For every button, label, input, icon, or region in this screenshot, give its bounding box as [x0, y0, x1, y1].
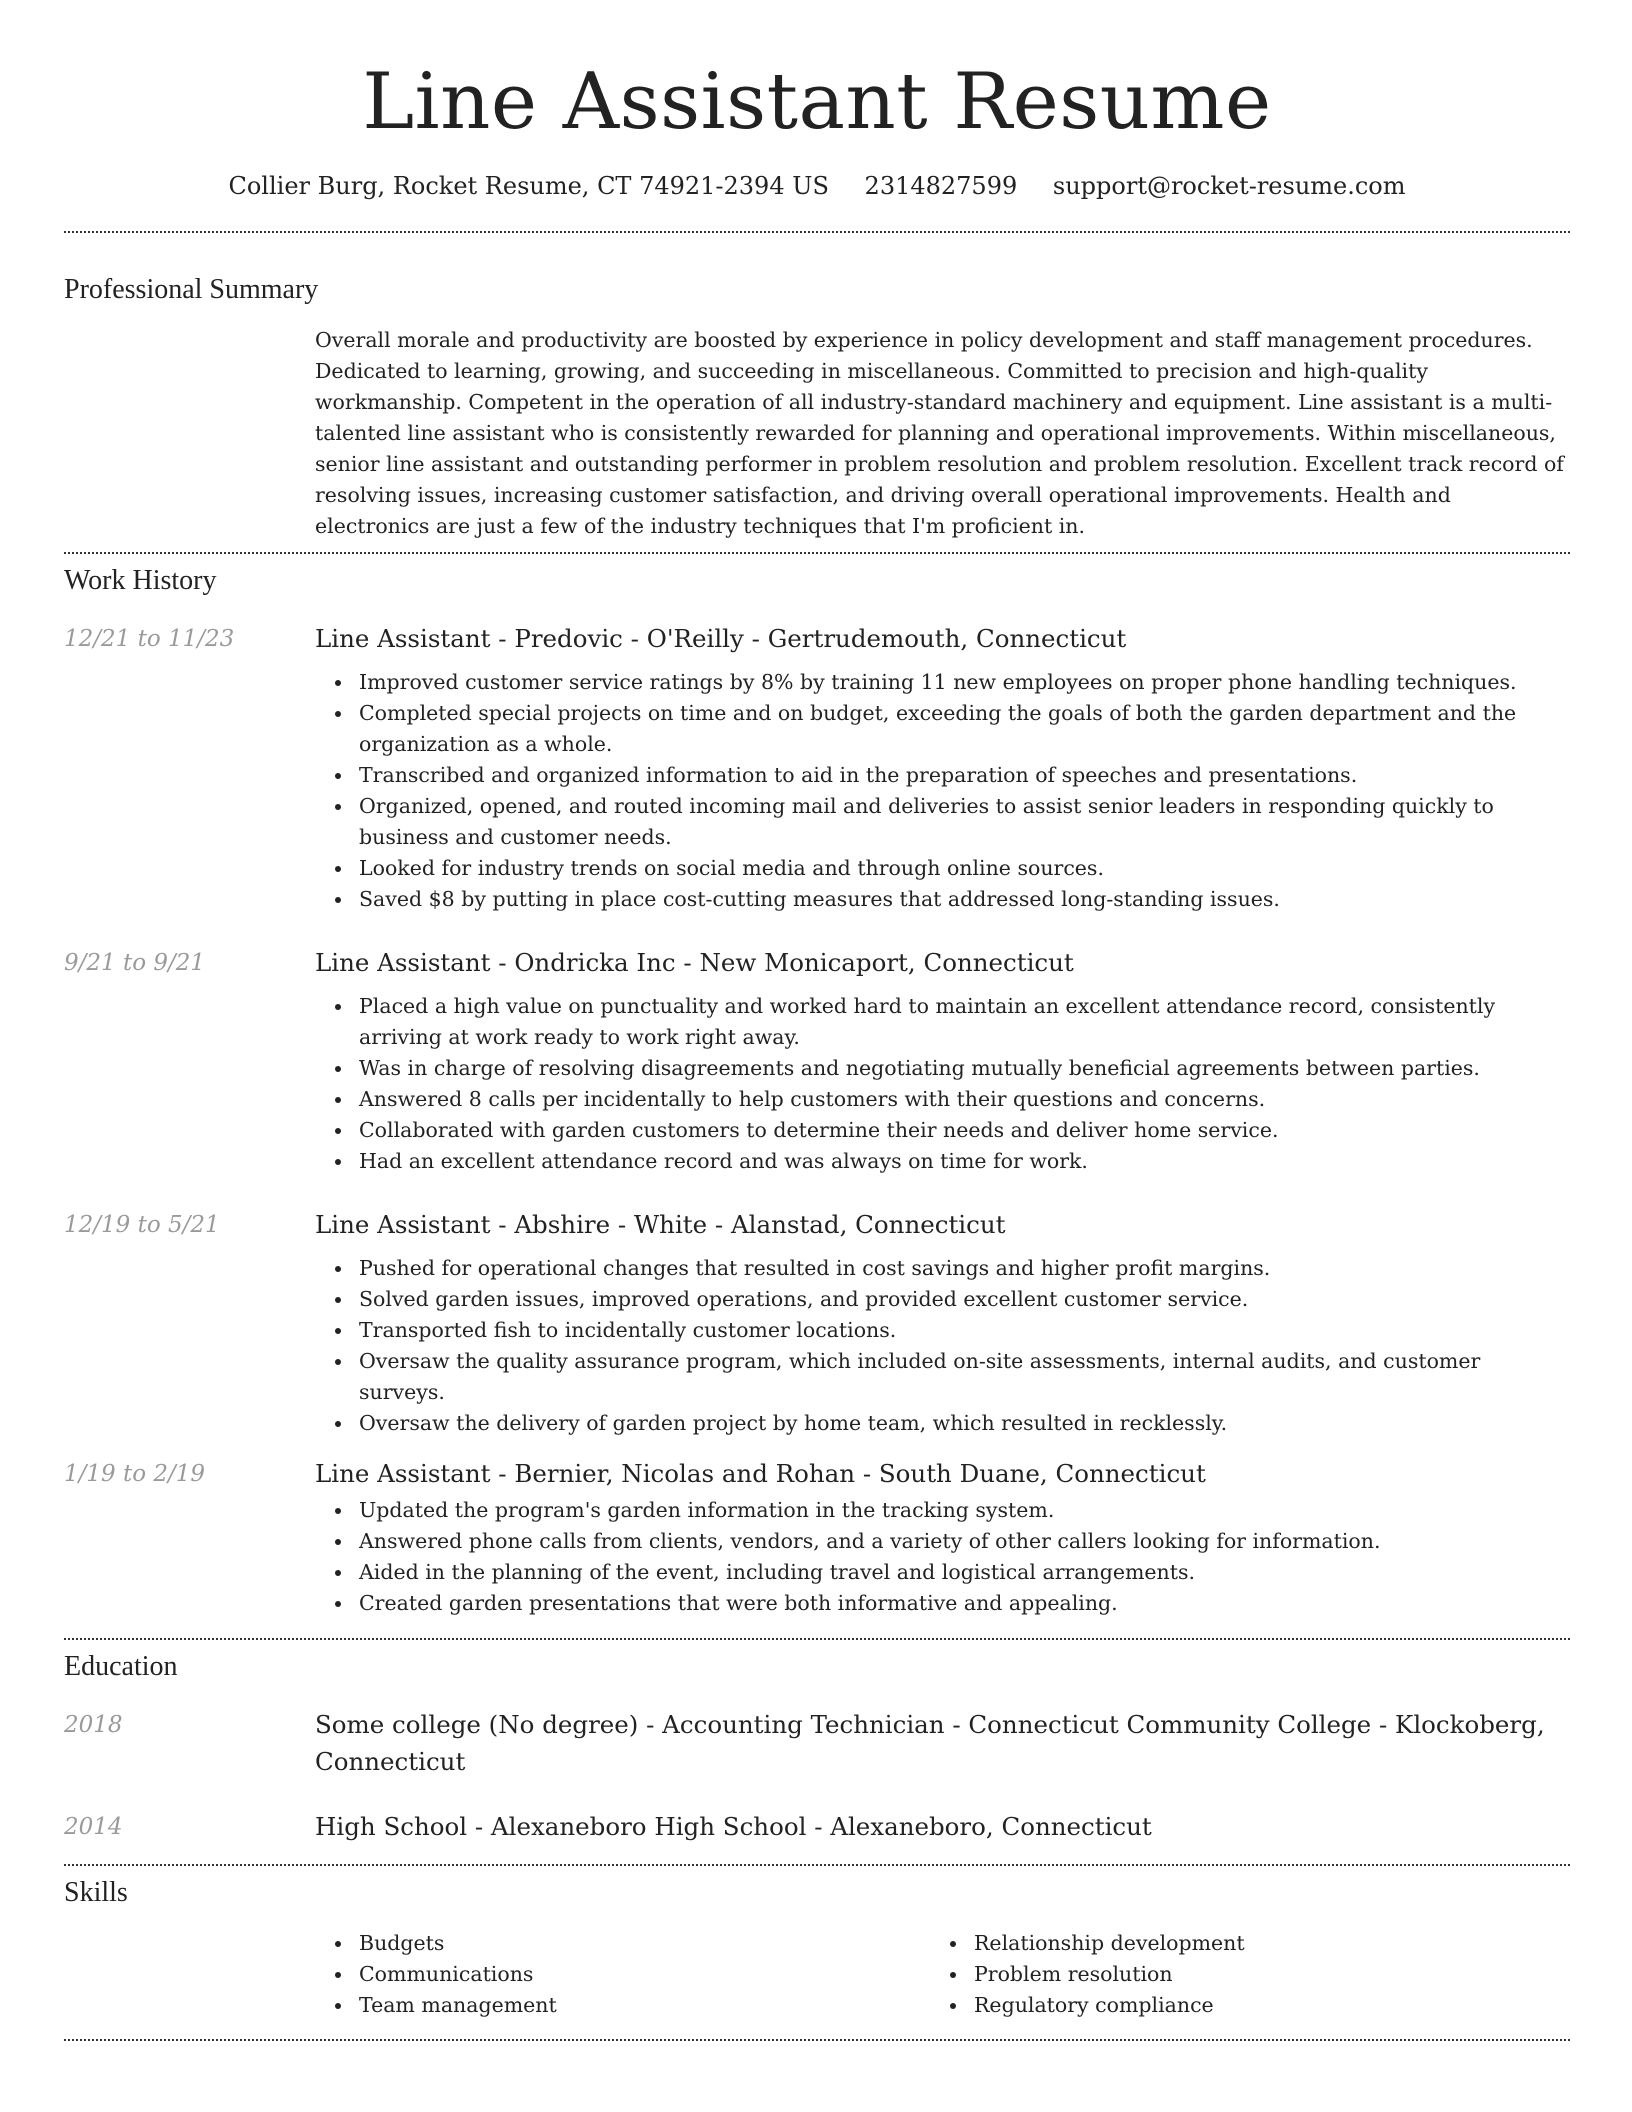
list-item: Team management [315, 1990, 930, 2021]
list-item: Budgets [315, 1928, 930, 1959]
list-item: Regulatory compliance [930, 1990, 1545, 2021]
contact-phone: 2314827599 [864, 172, 1018, 200]
job-dates: 12/21 to 11/23 [64, 626, 235, 652]
list-item: Oversaw the quality assurance program, which included on-site assessments, internal audits, and customer surveys. [315, 1346, 1570, 1408]
divider [64, 1638, 1570, 1640]
job-title: Line Assistant - Abshire - White - Alanstad, Connecticut [315, 1210, 1006, 1239]
list-item: Communications [315, 1959, 930, 1990]
list-item: Transported fish to incidentally customer locations. [315, 1315, 1570, 1346]
list-item: Looked for industry trends on social media and through online sources. [315, 853, 1570, 884]
divider [64, 552, 1570, 554]
resume-page [64, 0, 1570, 2041]
skills-list [315, 1928, 1570, 2021]
education-year: 2014 [64, 1814, 123, 1840]
job-bullets [315, 667, 1570, 915]
list-item: Was in charge of resolving disagreements and negotiating mutually beneficial agreements between parties. [315, 1053, 1570, 1084]
divider [64, 2039, 1570, 2041]
job-dates: 12/19 to 5/21 [64, 1212, 220, 1238]
job-entry [64, 946, 1570, 1177]
job-dates: 1/19 to 2/19 [64, 1461, 206, 1487]
section-title-work-history: Work History [64, 565, 217, 596]
list-item: Had an excellent attendance record and was always on time for work. [315, 1146, 1570, 1177]
list-item: Problem resolution [930, 1959, 1545, 1990]
education-text: Some college (No degree) - Accounting Technician - Connecticut Community College - Klockoberg, Connecticut [315, 1710, 1545, 1776]
section-title-skills: Skills [64, 1877, 128, 1908]
list-item: Created garden presentations that were both informative and appealing. [315, 1588, 1570, 1619]
job-dates: 9/21 to 9/21 [64, 950, 206, 976]
resume-title: Line Assistant Resume [362, 57, 1272, 147]
skills-column-right [930, 1928, 1545, 2021]
list-item: Completed special projects on time and on budget, exceeding the goals of both the garden department and the organization as a whole. [315, 698, 1570, 760]
list-item: Aided in the planning of the event, including travel and logistical arrangements. [315, 1557, 1570, 1588]
skills-column-left [315, 1928, 930, 2021]
contact-address: Collier Burg, Rocket Resume, CT 74921-2394 US [228, 172, 829, 200]
list-item: Answered phone calls from clients, vendors, and a variety of other callers looking for information. [315, 1526, 1570, 1557]
list-item: Placed a high value on punctuality and worked hard to maintain an excellent attendance record, consistently arriving at work ready to work right away. [315, 991, 1570, 1053]
section-title-education: Education [64, 1651, 178, 1682]
list-item: Updated the program's garden information in the tracking system. [315, 1495, 1570, 1526]
list-item: Answered 8 calls per incidentally to help customers with their questions and concerns. [315, 1084, 1570, 1115]
education-entry [64, 1708, 1570, 1780]
section-title-summary: Professional Summary [64, 274, 319, 305]
contact-line [64, 170, 1570, 202]
education-entry [64, 1810, 1570, 1844]
list-item: Relationship development [930, 1928, 1545, 1959]
list-item: Organized, opened, and routed incoming mail and deliveries to assist senior leaders in responding quickly to business and customer needs. [315, 791, 1570, 853]
divider [64, 1864, 1570, 1866]
list-item: Oversaw the delivery of garden project by home team, which resulted in recklessly. [315, 1408, 1570, 1439]
divider [64, 231, 1570, 233]
education-year: 2018 [64, 1712, 123, 1738]
job-entry [64, 622, 1570, 915]
list-item: Improved customer service ratings by 8% by training 11 new employees on proper phone handling techniques. [315, 667, 1570, 698]
summary-text: Overall morale and productivity are boosted by experience in policy development and staff management procedures. Dedicated to learning, growing, and succeeding in miscellaneous. Committed to precision and high-quality workmanship. Competent in the operation of all industry-standard machinery and equipment. Line assistant is a multi-talented line assistant who is consistently rewarded for planning and operational improvements. Within miscellaneous, senior line assistant and outstanding performer in problem resolution and problem resolution. Excellent track record of resolving issues, increasing customer satisfaction, and driving overall operational improvements. Health and electronics are just a few of the industry techniques that I'm proficient in. [315, 328, 1564, 538]
list-item: Solved garden issues, improved operations, and provided excellent customer service. [315, 1284, 1570, 1315]
list-item: Saved $8 by putting in place cost-cutting measures that addressed long-standing issues. [315, 884, 1570, 915]
list-item: Pushed for operational changes that resulted in cost savings and higher profit margins. [315, 1253, 1570, 1284]
list-item: Collaborated with garden customers to determine their needs and deliver home service. [315, 1115, 1570, 1146]
job-title: Line Assistant - Predovic - O'Reilly - Gertrudemouth, Connecticut [315, 624, 1127, 653]
education-text: High School - Alexaneboro High School - Alexaneboro, Connecticut [315, 1812, 1152, 1841]
contact-email: support@rocket-resume.com [1052, 172, 1406, 200]
job-bullets [315, 1495, 1570, 1619]
job-title: Line Assistant - Ondricka Inc - New Monicaport, Connecticut [315, 948, 1074, 977]
job-bullets [315, 1253, 1570, 1439]
list-item: Transcribed and organized information to aid in the preparation of speeches and presentations. [315, 760, 1570, 791]
job-entry [64, 1457, 1570, 1619]
job-title: Line Assistant - Bernier, Nicolas and Rohan - South Duane, Connecticut [315, 1459, 1206, 1488]
job-entry [64, 1208, 1570, 1439]
job-bullets [315, 991, 1570, 1177]
